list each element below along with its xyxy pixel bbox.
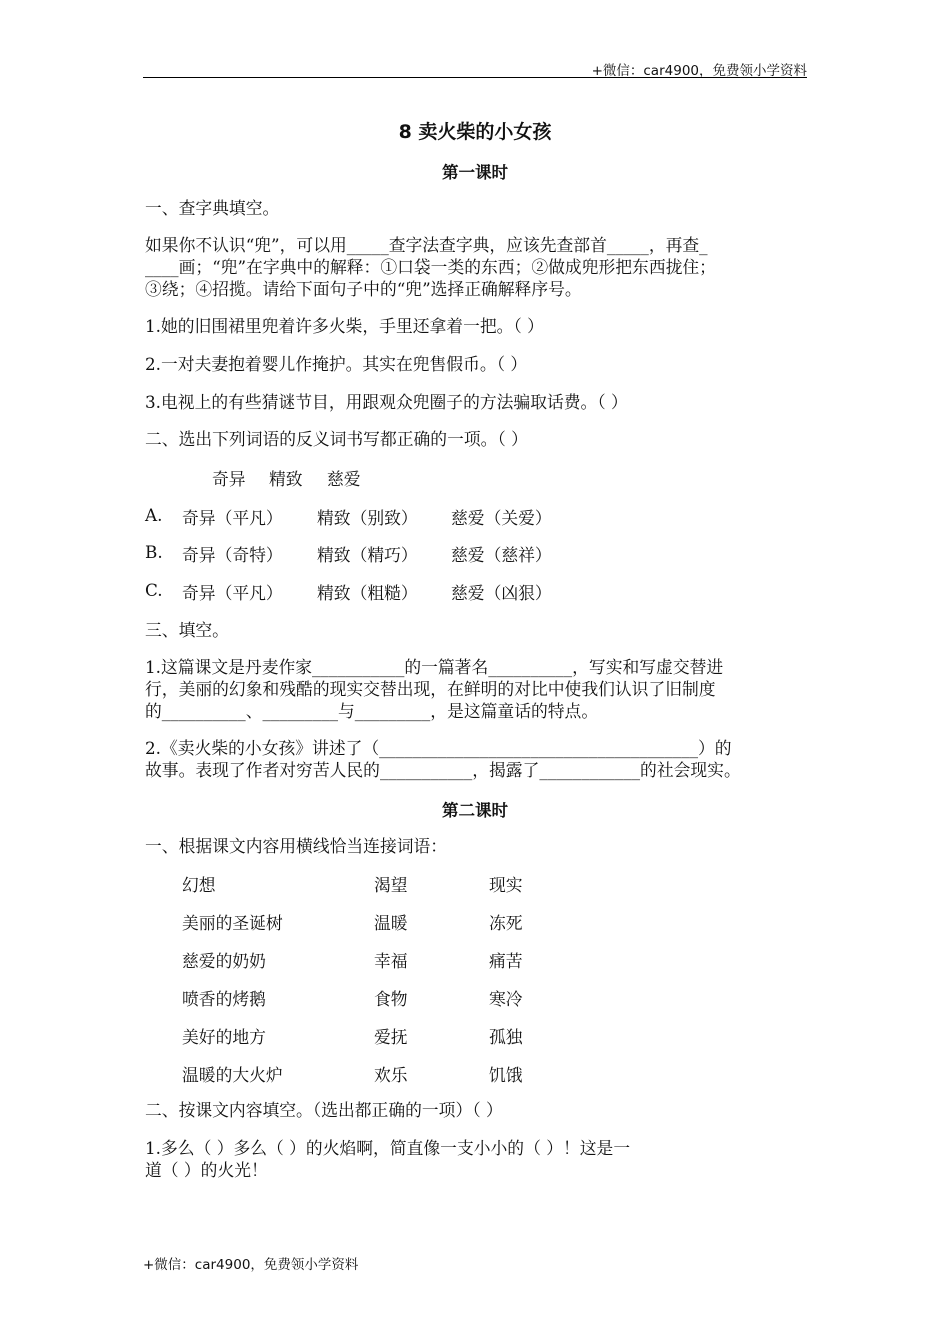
lesson2-title: 第二课时 [442, 801, 508, 820]
match-left: 美丽的圣诞树 [182, 913, 283, 933]
match-left: 美好的地方 [182, 1027, 266, 1047]
option-label-c: C. [145, 580, 163, 600]
header-text: +微信：car4900，免费领小学资料 [591, 63, 807, 79]
option-a-word: 慈爱（关爱） [451, 508, 552, 528]
page-title: 8 卖火柴的小女孩 [398, 121, 552, 143]
match-middle: 欢乐 [374, 1065, 408, 1085]
q3-item-1 [145, 656, 817, 722]
match-left: 幻想 [182, 875, 216, 895]
option-label-b: B. [145, 542, 163, 562]
q3-item-1-line: 行，美丽的幻象和残酷的现实交替出现，在鲜明的对比中使我们认识了旧制度 [145, 679, 716, 699]
l2-q2-item-1 [145, 1137, 817, 1181]
q3-item-1-line: 的__________、_________与_________，是这篇童话的特点。 [145, 701, 599, 721]
q1-heading: 一、查字典填空。 [145, 198, 280, 218]
q2-word: 精致 [269, 469, 303, 489]
match-middle: 食物 [374, 989, 408, 1009]
match-left: 喷香的烤鹅 [182, 989, 266, 1009]
q1-body [145, 234, 817, 300]
q3-item-2-line: 故事。表现了作者对穷苦人民的___________，揭露了____________的社会现实。 [145, 760, 741, 780]
q1-body-line: ____画；“兜”在字典中的解释：①口袋一类的东西；②做成兜形把东西拢住； [145, 257, 716, 277]
match-right: 痛苦 [489, 951, 523, 971]
l2-q1-heading: 一、根据课文内容用横线恰当连接词语： [145, 836, 448, 856]
q1-item-2: 2.一对夫妻抱着婴儿作掩护。其实在兜售假币。（ ） [145, 354, 528, 374]
option-c-word: 慈爱（凶狠） [451, 583, 552, 603]
match-right: 现实 [489, 875, 523, 895]
option-b-word: 精致（精巧） [317, 545, 418, 565]
q3-item-2-line: 2.《卖火柴的小女孩》讲述了（______________________________________）的 [145, 738, 732, 758]
q1-item-1: 1.她的旧围裙里兜着许多火柴，手里还拿着一把。（ ） [145, 316, 544, 336]
option-a-word: 精致（别致） [317, 508, 418, 528]
q2-word: 慈爱 [327, 469, 361, 489]
footer-text: +微信：car4900，免费领小学资料 [143, 1257, 359, 1273]
match-middle: 爱抚 [374, 1027, 408, 1047]
match-right: 饥饿 [489, 1065, 523, 1085]
q2-word: 奇异 [212, 469, 246, 489]
l2-q2-item-1-line: 道（ ）的火光！ [145, 1160, 268, 1180]
q1-item-3: 3.电视上的有些猜谜节目，用跟观众兜圈子的方法骗取话费。（ ） [145, 392, 628, 412]
match-middle: 温暖 [374, 913, 408, 933]
q1-body-line: ③绕；④招揽。请给下面句子中的“兜”选择正确解释序号。 [145, 279, 582, 299]
match-right: 冻死 [489, 913, 523, 933]
match-right: 孤独 [489, 1027, 523, 1047]
option-label-a: A. [145, 505, 163, 525]
match-right: 寒冷 [489, 989, 523, 1009]
l2-q2-heading: 二、按课文内容填空。（选出都正确的一项）（ ） [145, 1100, 503, 1120]
match-left: 慈爱的奶奶 [182, 951, 266, 971]
option-c-word: 精致（粗糙） [317, 583, 418, 603]
q3-item-2 [145, 737, 817, 781]
option-c-word: 奇异（平凡） [182, 583, 283, 603]
q2-heading: 二、选出下列词语的反义词书写都正确的一项。（ ） [145, 429, 528, 449]
match-left: 温暖的大火炉 [182, 1065, 283, 1085]
option-a-word: 奇异（平凡） [182, 508, 283, 528]
lesson1-title: 第一课时 [442, 163, 508, 182]
match-middle: 渴望 [374, 875, 408, 895]
q1-body-line: 如果你不认识“兜”，可以用_____查字法查字典，应该先查部首_____，再查_ [145, 235, 708, 255]
l2-q2-item-1-line: 1.多么（ ）多么（ ）的火焰啊，简直像一支小小的（ ）！这是一 [145, 1138, 631, 1158]
q3-heading: 三、填空。 [145, 620, 229, 640]
option-b-word: 慈爱（慈祥） [451, 545, 552, 565]
match-middle: 幸福 [374, 951, 408, 971]
q3-item-1-line: 1.这篇课文是丹麦作家___________的一篇著名__________，写实和写虚交替进 [145, 657, 724, 677]
option-b-word: 奇异（奇特） [182, 545, 283, 565]
